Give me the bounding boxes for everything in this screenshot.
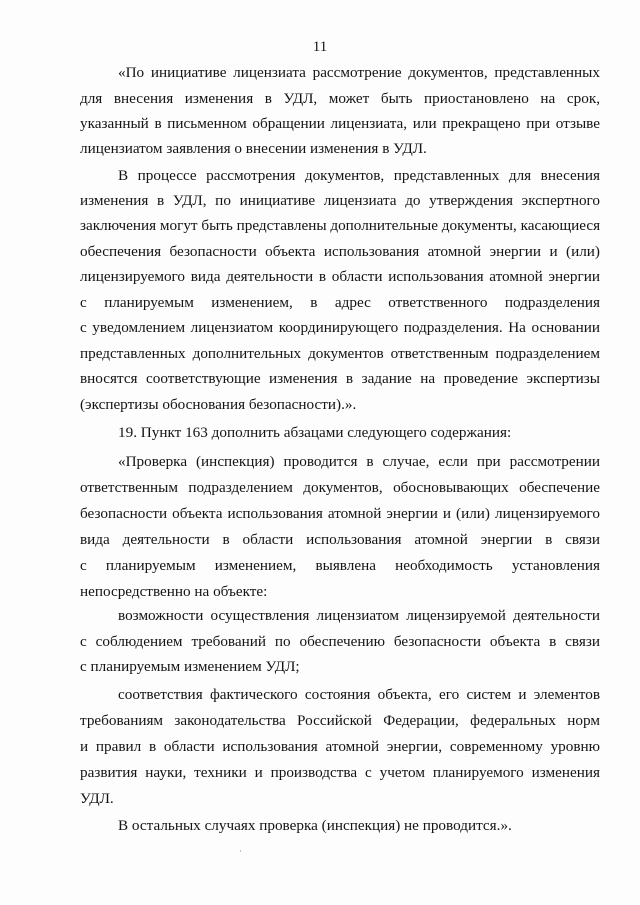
text-line: соответствия фактического состояния объекта, его систем и элементов bbox=[118, 686, 600, 703]
text-line: представленных дополнительных документов ответственным подразделением bbox=[80, 345, 600, 362]
text-line: «По инициативе лицензиата рассмотрение документов, представленных bbox=[118, 64, 600, 81]
text-line: и правил в области использования атомной энергии, современному уровню bbox=[80, 738, 600, 755]
page-number: 11 bbox=[312, 39, 328, 55]
text-line: непосредственно на объекте: bbox=[80, 583, 268, 600]
text-line: для внесения изменения в УДЛ, может быть приостановлено на срок, bbox=[80, 90, 600, 107]
text-line: с планируемым изменением УДЛ; bbox=[80, 658, 300, 675]
text-line: УДЛ. bbox=[80, 790, 114, 807]
text-line: безопасности объекта использования атомной энергии и (или) лицензируемого bbox=[80, 505, 600, 522]
text-line: В остальных случаях проверка (инспекция) не проводится.». bbox=[118, 817, 512, 834]
text-line: с уведомлением лицензиатом координирующего подразделения. На основании bbox=[80, 319, 600, 336]
text-line: ответственным подразделением документов, обосновывающих обеспечение bbox=[80, 479, 600, 496]
text-line: развития науки, техники и производства с учетом планируемого изменения bbox=[80, 764, 600, 781]
text-line: 19. Пункт 163 дополнить абзацами следующего содержания: bbox=[118, 424, 512, 441]
text-line: «Проверка (инспекция) проводится в случае, если при рассмотрении bbox=[118, 453, 600, 470]
text-line: лицензиатом заявления о внесении изменения в УДЛ. bbox=[80, 140, 427, 157]
text-line: В процессе рассмотрения документов, представленных для внесения bbox=[118, 167, 600, 184]
text-line: указанный в письменном обращении лицензиата, или прекращено при отзыве bbox=[80, 115, 600, 132]
text-line: возможности осуществления лицензиатом лицензируемой деятельности bbox=[118, 607, 600, 624]
scan-speck bbox=[240, 850, 241, 852]
text-line: обеспечения безопасности объекта использования атомной энергии и (или) bbox=[80, 243, 600, 260]
text-line: изменения в УДЛ, по инициативе лицензиата до утверждения экспертного bbox=[80, 192, 600, 209]
text-line: вида деятельности в области использования атомной энергии в связи bbox=[80, 531, 600, 548]
text-line: (экспертизы обоснования безопасности).». bbox=[80, 396, 357, 413]
text-line: требованиям законодательства Российской Федерации, федеральных норм bbox=[80, 712, 600, 729]
text-line: заключения могут быть представлены дополнительные документы, касающиеся bbox=[80, 217, 601, 234]
text-line: лицензируемого вида деятельности в области использования атомной энергии bbox=[80, 268, 600, 285]
text-line: с соблюдением требований по обеспечению безопасности объекта в связи bbox=[80, 633, 600, 650]
text-line: с планируемым изменением, в адрес ответственного подразделения bbox=[80, 294, 600, 311]
text-line: вносятся соответствующие изменения в задание на проведение экспертизы bbox=[80, 370, 600, 387]
text-line: с планируемым изменением, выявлена необходимость установления bbox=[80, 557, 600, 574]
